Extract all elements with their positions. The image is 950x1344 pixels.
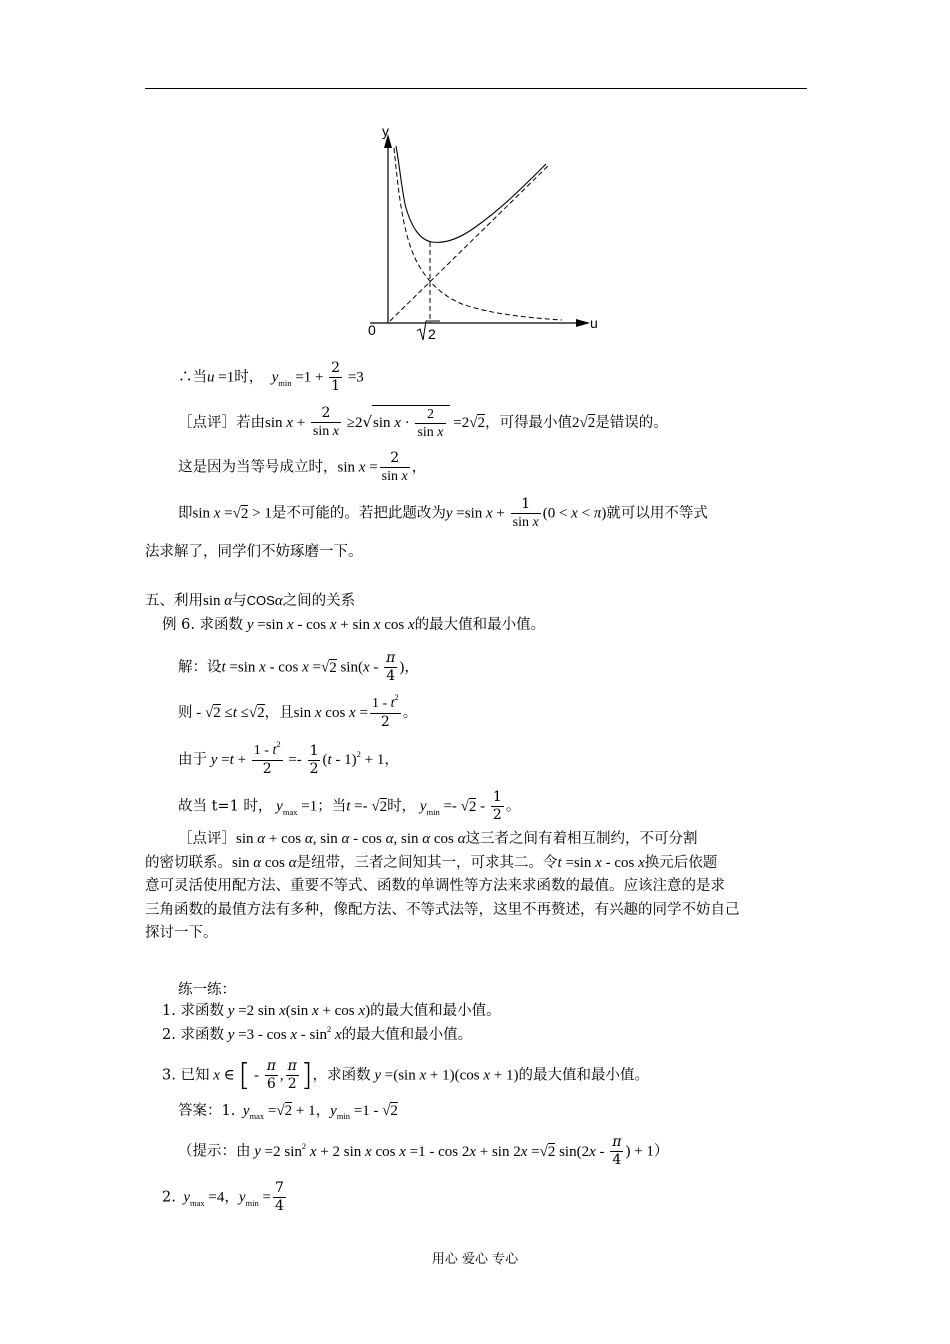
sqrt2-label: 2 [428,326,436,342]
solution-line: 解：设t =sin x - cos x =√2 sin(x - $\frac{\pi}{4}$ )， [178,650,419,684]
origin-label: 0 [368,322,376,338]
header-rule [145,88,807,89]
practice-title: 练一练： [178,982,236,998]
because-line: 这是因为当等号成立时，sin x = $\frac{2}{\text{sin x}}$ ， [178,450,427,484]
review-line: ［点评］若由sin x + $\frac{2}{\text{sin x}}$ ≥2√sin x · $\frac{2}{\text{sin x}}$ =2√2，可得最小值2√2是错误的。 [178,405,668,440]
section5-title: 五、利用sin α与COSα之间的关系 [145,593,356,609]
function-graph [350,118,620,354]
u-axis-arrow [576,319,590,327]
impossible-line: 即sin x =√2 > 1是不可能的。若把此题改为y =sin x + $\frac{1}{\text{sin x}}$ (0 < x < π)就可以用不等式 [178,496,708,530]
hint-line: （提示：由 y =2 $\sin^2 x + 2$ sin x cos x =1 - cos 2x + sin 2x =√2 sin(2x - $\frac{\pi}{4}$ ) + 1） [178,1134,669,1168]
method-line: 法求解了，同学们不妨琢磨一下。 [145,544,363,560]
exercise-1: 1. 求函数 y =2 sin x(sin x + cos x)的最大值和最小值。 [162,1003,501,1019]
u-label: u [590,315,598,331]
footer-motto: 用心 爱心 专心 [431,1252,519,1267]
conclusion-line: ∴当u =1时， $y_{min} =1$ + $\frac{2}{1}$ =3 [178,360,364,394]
exercise-3: 3. 已知 x ∈ [ - $\frac{\pi}{6}$ , $\frac{\pi}{2}$ ]，求函数 y =(sin x + 1)(cos x + 1)的最大值和最小值。 [162,1057,649,1093]
solid-curve [396,146,546,242]
answer-2: 2. $y_{max} =4$，$y_{min}$ = $\frac{7}{4}$ [162,1180,284,1214]
review2-paragraph: ［点评］sin α + cos α, sin α - cos α, sin α cos α这三者之间有着相互制约，不可分割 的密切联系。sin α cos α是纽带，三者之间知其一，可求其二。令t =sin x - cos x换元后依题 意可灵活使用配方法、重要不等式、函数的单调性等方法来求函数的最值。应该注意的是求 三角函数的最值方法有多种，像配方法、不等式法等，这里不再赘述，有兴趣的同学不妨自己 探讨一下。 [145,831,740,941]
then-line: 则 - √2 ≤t ≤√2，且sin x cos x = $\frac{1 - t^2}{2}$ 。 [178,692,418,730]
since-line: 由于 y =t + $\frac{1 - t^2}{2}$ =- $\frac{1}{2}$ (t - 1)$^2$ + 1， [178,739,399,777]
y-label: y [382,123,389,139]
example6-line: 例 6. 求函数 y =sin x - cos x + sin x cos x的最大值和最小值。 [162,617,546,633]
exercise-2: 2. 求函数 $y =3 - \cos x - \sin^2 x$的最大值和最小值。 [162,1024,473,1043]
dashed-asymptote [390,164,550,321]
hence-line: 故当 t=1 时， $y_{max} =1$；当t =- √2时， $y_{min} =- √2$ - $\frac{1}{2}$ 。 [178,789,521,823]
answer-line: 答案：1. $y_{max} =√2 + 1$，$y_{min} =1 - √2$ [178,1103,398,1121]
